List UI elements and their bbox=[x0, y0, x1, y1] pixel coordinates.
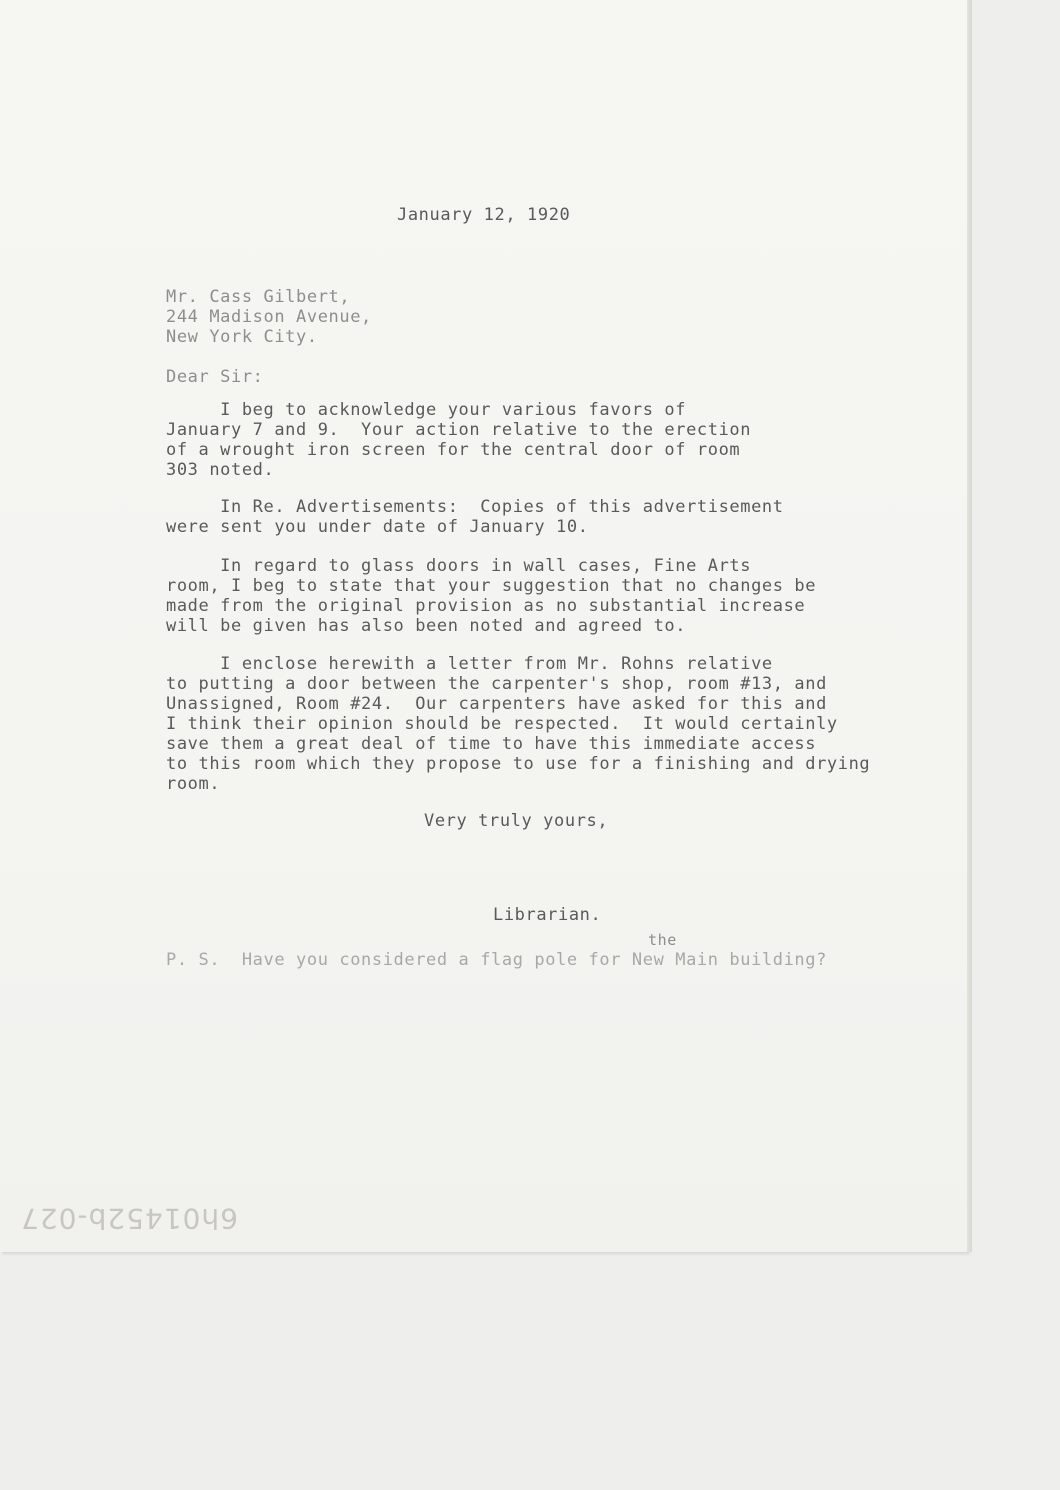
paragraph-line: I enclose herewith a letter from Mr. Rohns relative bbox=[166, 654, 773, 674]
page-edge bbox=[967, 0, 972, 1252]
paragraph-line: I think their opinion should be respected. It would certainly bbox=[166, 714, 838, 734]
paragraph-line: Unassigned, Room #24. Our carpenters have asked for this and bbox=[166, 694, 827, 714]
closing: Very truly yours, bbox=[424, 811, 609, 831]
address-line: New York City. bbox=[166, 327, 318, 347]
paragraph-line: were sent you under date of January 10. bbox=[166, 517, 589, 537]
handwritten-archive-id: 6h01452b-027 bbox=[20, 1202, 238, 1235]
letter-date: January 12, 1920 bbox=[397, 205, 571, 225]
paragraph-line: will be given has also been noted and agreed to. bbox=[166, 616, 687, 636]
address-line: 244 Madison Avenue, bbox=[166, 307, 372, 327]
paragraph-line: save them a great deal of time to have this immediate access bbox=[166, 734, 817, 754]
paragraph-line: In regard to glass doors in wall cases, Fine Arts bbox=[166, 556, 752, 576]
paragraph-line: room. bbox=[166, 774, 221, 794]
paragraph-line: 303 noted. bbox=[166, 460, 275, 480]
salutation: Dear Sir: bbox=[166, 367, 264, 387]
paragraph-line: made from the original provision as no substantial increase bbox=[166, 596, 806, 616]
paragraph-line: I beg to acknowledge your various favors of bbox=[166, 400, 687, 420]
paragraph-line: room, I beg to state that your suggestion that no changes be bbox=[166, 576, 817, 596]
paragraph-line: to this room which they propose to use for a finishing and drying bbox=[166, 754, 871, 774]
ps-insertion: the bbox=[648, 931, 677, 949]
paragraph-line: of a wrought iron screen for the central door of room bbox=[166, 440, 741, 460]
paragraph-line: January 7 and 9. Your action relative to the erection bbox=[166, 420, 752, 440]
address-line: Mr. Cass Gilbert, bbox=[166, 287, 351, 307]
postscript: P. S. Have you considered a flag pole for New Main building? bbox=[166, 950, 827, 970]
paragraph-line: to putting a door between the carpenter's shop, room #13, and bbox=[166, 674, 827, 694]
paragraph-line: In Re. Advertisements: Copies of this advertisement bbox=[166, 497, 784, 517]
signature-title: Librarian. bbox=[493, 905, 602, 925]
